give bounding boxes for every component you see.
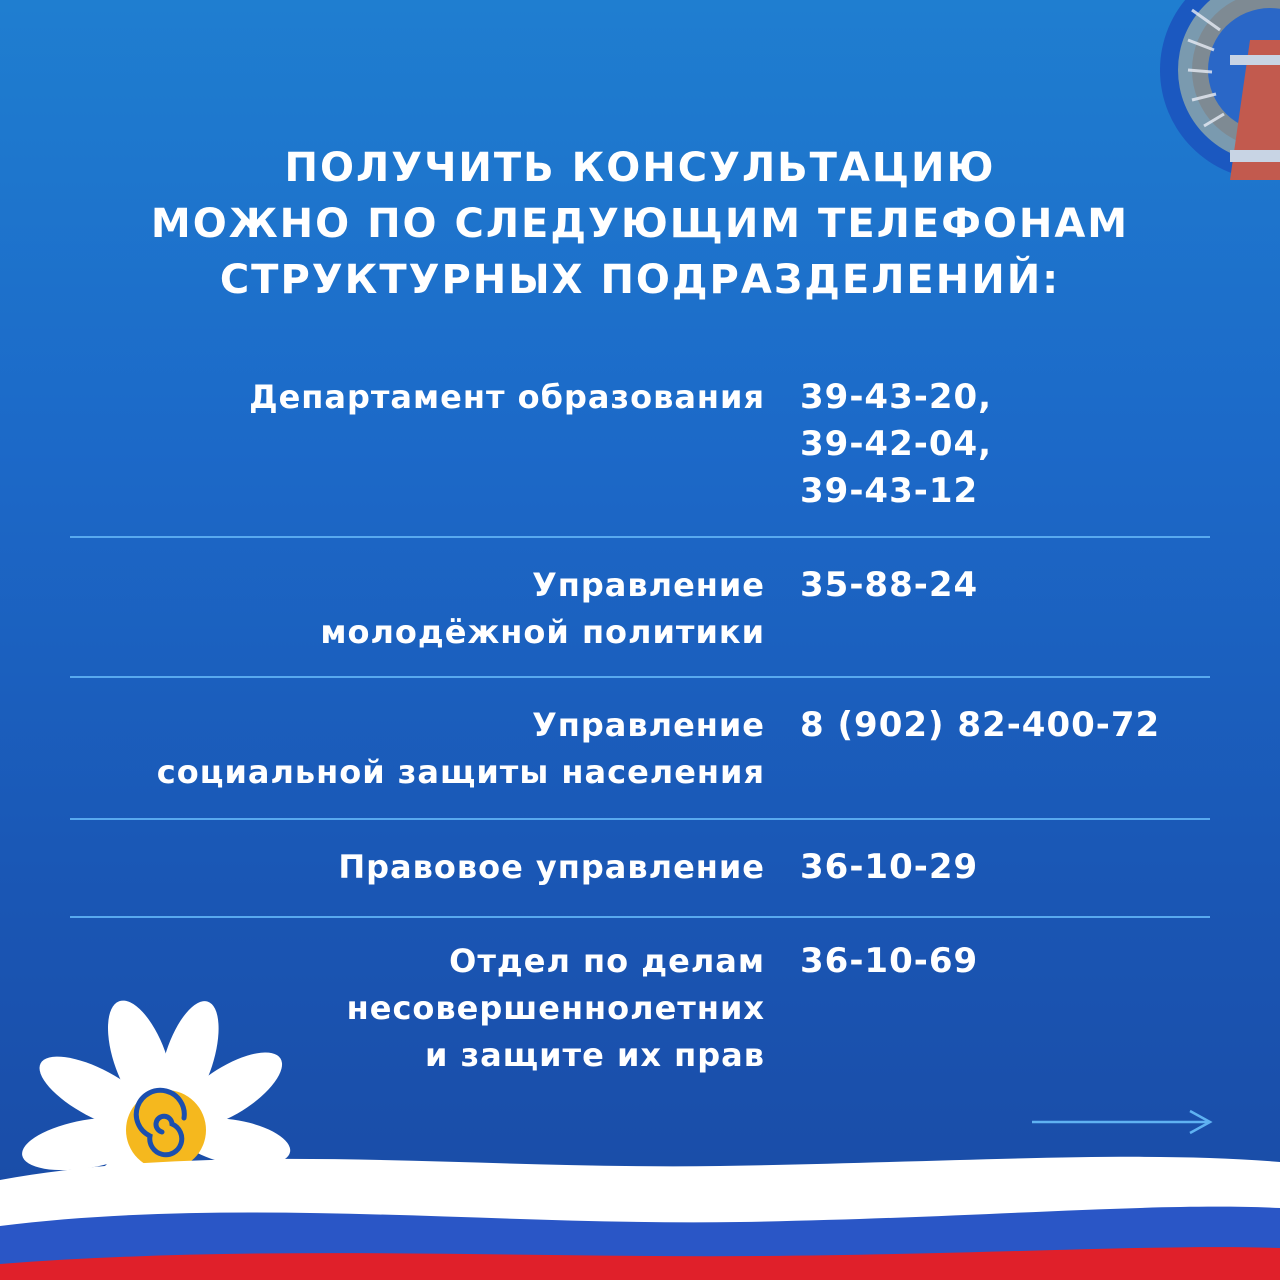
title-line-3: СТРУКТУРНЫХ ПОДРАЗДЕЛЕНИЙ:: [219, 257, 1061, 303]
row-divider: [70, 916, 1210, 918]
title-line-1: ПОЛУЧИТЬ КОНСУЛЬТАЦИЮ: [284, 145, 996, 191]
department-phones: [800, 844, 978, 891]
department-phones: [800, 374, 992, 515]
department-phones: [800, 938, 978, 985]
department-name-line: Отдел по делам: [449, 942, 765, 980]
flag-wave: [0, 1140, 1280, 1280]
phone-number: 36-10-69: [800, 941, 979, 981]
department-name: [320, 562, 765, 656]
department-name-line: Департамент образования: [249, 378, 765, 416]
phone-number: 8 (902) 82-400-72: [800, 705, 1161, 745]
row-divider: [70, 676, 1210, 678]
phone-number: 39-43-20,: [800, 377, 993, 417]
arrow-right-icon[interactable]: [1030, 1108, 1214, 1136]
department-name-line: Правовое управление: [338, 848, 765, 886]
department-phones: [800, 702, 1160, 749]
department-name-line: социальной защиты населения: [156, 753, 765, 791]
department-name-line: и защите их прав: [425, 1036, 765, 1074]
department-phones: [800, 562, 978, 609]
department-name-line: молодёжной политики: [320, 613, 765, 651]
department-name-line: Управление: [532, 706, 765, 744]
phone-number: 36-10-29: [800, 847, 979, 887]
department-name-line: Управление: [532, 566, 765, 604]
department-name: [157, 702, 765, 796]
department-name-line: несовершеннолетних: [346, 989, 765, 1027]
department-name: [347, 938, 765, 1079]
phone-number: 35-88-24: [800, 565, 979, 605]
phone-number: 39-43-12: [800, 471, 979, 511]
department-name: [249, 374, 765, 421]
row-divider: [70, 536, 1210, 538]
title-line-2: МОЖНО ПО СЛЕДУЮЩИМ ТЕЛЕФОНАМ: [150, 201, 1130, 247]
phone-number: 39-42-04,: [800, 424, 993, 464]
department-name: [338, 844, 765, 891]
row-divider: [70, 818, 1210, 820]
